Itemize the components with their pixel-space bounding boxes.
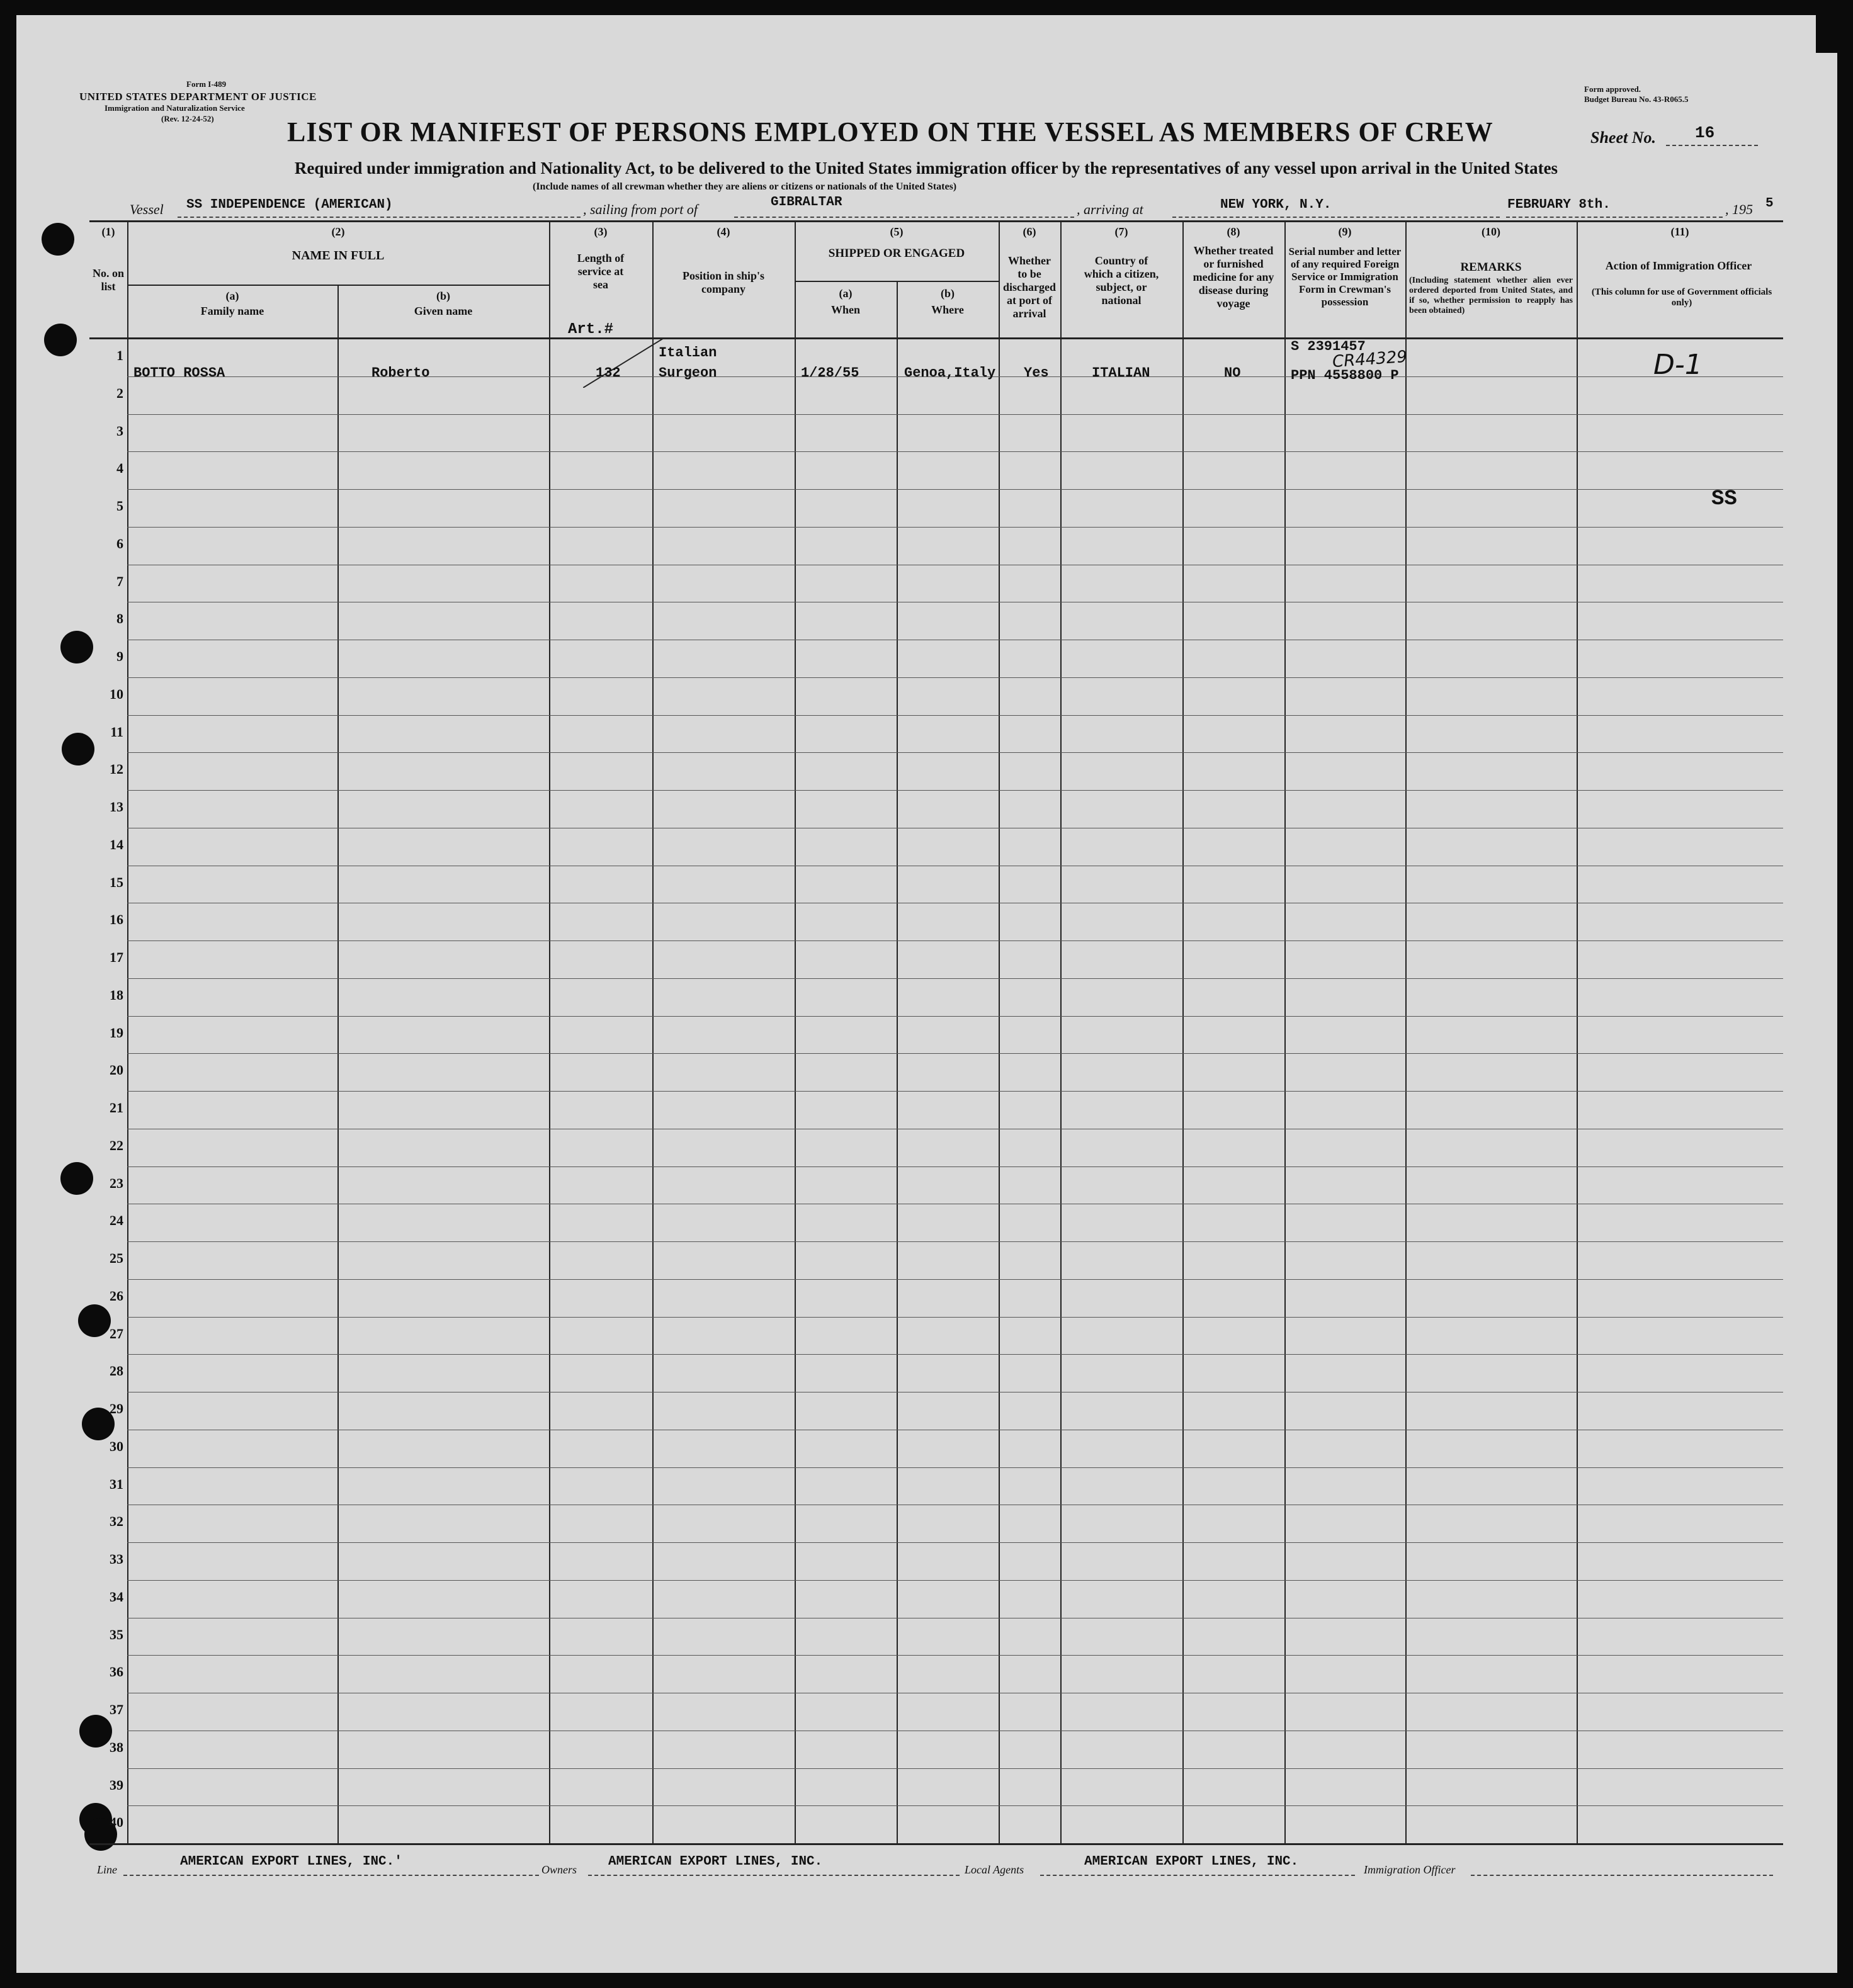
row-rule (127, 489, 1577, 490)
owners-label: Owners (541, 1863, 577, 1876)
table-bottom-border (89, 1843, 1783, 1845)
row-rule (127, 1542, 1577, 1543)
row-number: 34 (110, 1588, 123, 1605)
col-divider (999, 220, 1000, 1843)
row-rule (1577, 1805, 1783, 1806)
row-number: 31 (110, 1476, 123, 1492)
row-rule (1577, 1053, 1783, 1054)
row-rule (127, 1091, 1577, 1092)
line-underline (123, 1875, 539, 1876)
page-title: LIST OR MANIFEST OF PERSONS EMPLOYED ON THE VESSEL AS MEMBERS OF CREW (287, 116, 1493, 147)
agents-label: Local Agents (965, 1863, 1024, 1876)
arriving-label: , arriving at (1077, 201, 1143, 217)
col8-number: (8) (1227, 225, 1240, 238)
row-number: 38 (110, 1739, 123, 1755)
row-number: 22 (110, 1137, 123, 1153)
row-rule (1577, 978, 1783, 979)
country: ITALIAN (1092, 365, 1150, 381)
col-divider (1182, 220, 1184, 1843)
service: Immigration and Naturalization Service (105, 103, 245, 113)
col7-label: Country of which a citizen, subject, or national (1084, 254, 1159, 307)
sailing-label: , sailing from port of (583, 201, 698, 217)
col11-note: (This column for use of Government officials only) (1591, 287, 1772, 308)
officer-action: D-1 (1653, 349, 1703, 381)
col-divider (549, 220, 550, 1843)
row-number: 13 (110, 799, 123, 815)
scan-corner (1816, 15, 1837, 53)
row-rule (127, 1467, 1577, 1468)
col9-number: (9) (1338, 225, 1352, 238)
vessel-underline (178, 217, 581, 218)
col8-label: Whether treated or furnished medicine for any disease during voyage (1193, 244, 1274, 310)
row-rule (127, 940, 1577, 941)
row-rule (127, 677, 1577, 678)
row-rule (1577, 1768, 1783, 1769)
row-rule (1577, 1354, 1783, 1355)
col5a-number: (a) (839, 287, 853, 300)
budget-bureau: Budget Bureau No. 43-R065.5 (1584, 94, 1689, 104)
shipped-when: 1/28/55 (801, 365, 859, 381)
row-number: 20 (110, 1062, 123, 1078)
binder-hole (44, 324, 77, 356)
col2-label: NAME IN FULL (292, 249, 385, 263)
col7-number: (7) (1114, 225, 1128, 238)
row-rule (127, 414, 1577, 415)
sheet-underline (1666, 145, 1758, 146)
row-number: 30 (110, 1438, 123, 1454)
row-number: 40 (110, 1814, 123, 1831)
row-number: 19 (110, 1024, 123, 1041)
row-rule (1577, 1016, 1783, 1017)
col-divider (1284, 220, 1286, 1843)
col-divider (795, 220, 796, 1843)
row-number: 33 (110, 1551, 123, 1567)
date-value: FEBRUARY 8th. (1507, 198, 1611, 212)
col-divider (127, 220, 128, 1843)
agents-value: AMERICAN EXPORT LINES, INC. (1084, 1855, 1299, 1869)
year-label: , 195 (1725, 201, 1753, 217)
row-rule (1577, 1655, 1783, 1656)
row-number: 27 (110, 1325, 123, 1341)
row-number: 15 (110, 874, 123, 890)
row-number: 18 (110, 986, 123, 1003)
row-number: 1 (116, 347, 123, 363)
col-divider (337, 286, 339, 1843)
col2b-label: Given name (414, 305, 473, 317)
shipped-where: Genoa,Italy (904, 365, 996, 381)
row-rule (127, 1166, 1577, 1167)
row-number: 2 (116, 385, 123, 401)
row-number: 26 (110, 1287, 123, 1304)
col3-number: (3) (594, 225, 608, 238)
arriving-value: NEW YORK, N.Y. (1220, 198, 1332, 212)
medicine: NO (1224, 365, 1241, 381)
shipped-subheader-line (795, 281, 999, 282)
form-number: Form I-489 (186, 79, 227, 89)
row-number: 8 (116, 611, 123, 627)
row-rule (127, 715, 1577, 716)
col1-label: No. on list (92, 267, 124, 293)
row-rule (127, 790, 1577, 791)
col4-number: (4) (717, 225, 730, 238)
serial-line1: S 2391457 (1291, 339, 1366, 354)
date-underline (1506, 217, 1723, 218)
row-rule (1577, 414, 1783, 415)
margin-mark: SS (1711, 487, 1737, 511)
row-number: 37 (110, 1702, 123, 1717)
col2-number: (2) (331, 225, 345, 238)
col-divider (652, 220, 654, 1843)
row-rule (1577, 1166, 1783, 1167)
col-divider (1577, 220, 1578, 1843)
officer-label: Immigration Officer (1364, 1863, 1456, 1876)
row-rule (1577, 1241, 1783, 1242)
col2a-label: Family name (200, 305, 264, 317)
position-line1: Italian (659, 345, 717, 361)
col10-label: REMARKS (1460, 261, 1522, 274)
row-number: 9 (116, 648, 123, 664)
col2a-number: (a) (225, 290, 239, 302)
row-number: 11 (110, 723, 123, 740)
subtitle: Required under immigration and Nationality Act, to be delivered to the United States immigration officer by the representatives of any vessel upon arrival in the United States (294, 159, 1558, 178)
family-name: BOTTO ROSSA (133, 365, 225, 381)
row-rule (1577, 1091, 1783, 1092)
sheet-number: 16 (1695, 123, 1715, 142)
port-underline (734, 217, 1074, 218)
position-line2: Surgeon (659, 365, 717, 381)
serial-handwritten: CR44329 (1332, 347, 1408, 372)
row-rule (127, 1354, 1577, 1355)
col6-label: Whether to be discharged at port of arrival (1002, 254, 1056, 320)
col2b-number: (b) (436, 290, 450, 302)
revision: (Rev. 12-24-52) (161, 114, 214, 123)
row-rule (127, 1580, 1577, 1581)
given-name: Roberto (371, 365, 430, 381)
row-rule (1577, 1467, 1783, 1468)
col5a-label: When (830, 303, 860, 316)
col3-label: Length of service at sea (577, 252, 625, 291)
row-rule (127, 1241, 1577, 1242)
col5b-label: Where (931, 303, 964, 316)
row-rule (127, 1655, 1577, 1656)
row-number: 21 (110, 1100, 123, 1115)
service-length: 132 (596, 365, 621, 381)
row-number: 10 (110, 686, 123, 702)
row-number: 14 (110, 836, 123, 852)
row-number: 6 (116, 535, 123, 551)
col-divider (1405, 220, 1407, 1843)
row-rule (127, 527, 1577, 528)
form-approved: Form approved. (1584, 84, 1641, 94)
agents-underline (1040, 1875, 1355, 1876)
row-number: 5 (116, 498, 123, 514)
col6-number: (6) (1023, 225, 1036, 238)
include-note: (Include names of all crewman whether they are aliens or citizens or nationals of the United States) (533, 181, 957, 192)
row-number: 12 (110, 761, 123, 777)
row-number: 24 (110, 1212, 123, 1229)
department: UNITED STATES DEPARTMENT OF JUSTICE (79, 91, 317, 103)
row-number: 39 (110, 1776, 123, 1793)
row-number: 29 (110, 1401, 123, 1416)
row-rule (1577, 1542, 1783, 1543)
row-number: 16 (110, 912, 123, 928)
manifest-sheet (16, 15, 1837, 1973)
col5-label: SHIPPED OR ENGAGED (828, 247, 965, 260)
header-bottom-border (89, 337, 1783, 339)
line-value: AMERICAN EXPORT LINES, INC.' (180, 1855, 402, 1869)
row-number: 17 (110, 949, 123, 965)
row-number: 28 (110, 1363, 123, 1379)
serial-line2: PPN 4558800 P (1291, 368, 1399, 383)
row-rule (1577, 451, 1783, 452)
row-rule (127, 1768, 1577, 1769)
name-subheader-line (127, 285, 549, 286)
col-divider (1060, 220, 1062, 1843)
row-rule (1577, 1580, 1783, 1581)
row-number: 3 (116, 422, 123, 439)
row-number: 35 (110, 1626, 123, 1642)
sheet-label: Sheet No. (1590, 128, 1656, 147)
row-number: 25 (110, 1250, 123, 1266)
row-rule (1577, 527, 1783, 528)
row-rule (127, 752, 1577, 753)
row-number: 32 (110, 1513, 123, 1530)
col5b-number: (b) (941, 287, 955, 300)
col10-note: (Including statement whether alien ever ordered deported from United States, and if so, whether permission to reapply has been obtained) (1409, 276, 1573, 315)
table-top-border (89, 220, 1783, 222)
row-number: 4 (116, 460, 123, 477)
line-label: Line (97, 1863, 118, 1876)
col-divider (897, 282, 898, 1843)
col10-number: (10) (1482, 225, 1500, 238)
owners-value: AMERICAN EXPORT LINES, INC. (608, 1855, 823, 1869)
year-digit: 5 (1765, 196, 1774, 211)
row-rule (127, 451, 1577, 452)
art-label: Art.# (568, 321, 614, 338)
row-rule (1577, 677, 1783, 678)
row-rule (1577, 1317, 1783, 1318)
row-number: 36 (110, 1664, 123, 1680)
row-rule (1577, 940, 1783, 941)
owners-underline (588, 1875, 960, 1876)
vessel-label: Vessel (130, 201, 164, 217)
row-rule (127, 1317, 1577, 1318)
discharged: Yes (1024, 365, 1049, 381)
col11-label: Action of Immigration Officer (1605, 259, 1752, 272)
col11-number: (11) (1670, 225, 1689, 238)
row-rule (1577, 790, 1783, 791)
arriving-underline (1172, 217, 1500, 218)
col1-number: (1) (101, 225, 115, 238)
row-rule (127, 1279, 1577, 1280)
row-rule (1577, 1279, 1783, 1280)
row-rule (127, 1053, 1577, 1054)
row-number: 23 (110, 1175, 123, 1191)
binder-hole (42, 223, 74, 256)
row-number: 7 (116, 573, 123, 589)
row-rule (1577, 752, 1783, 753)
col4-label: Position in ship's company (682, 269, 765, 295)
port-value: GIBRALTAR (771, 195, 842, 210)
officer-underline (1471, 1875, 1773, 1876)
col9-label: Serial number and letter of any required Foreign Service or Immigration Form in Crewman's possession (1288, 246, 1402, 308)
row-rule (127, 978, 1577, 979)
row-rule (1577, 715, 1783, 716)
col5-number: (5) (890, 225, 904, 238)
row-rule (127, 1016, 1577, 1017)
vessel-name: SS INDEPENDENCE (AMERICAN) (186, 198, 393, 212)
row-rule (127, 1805, 1577, 1806)
row-rule (1577, 489, 1783, 490)
